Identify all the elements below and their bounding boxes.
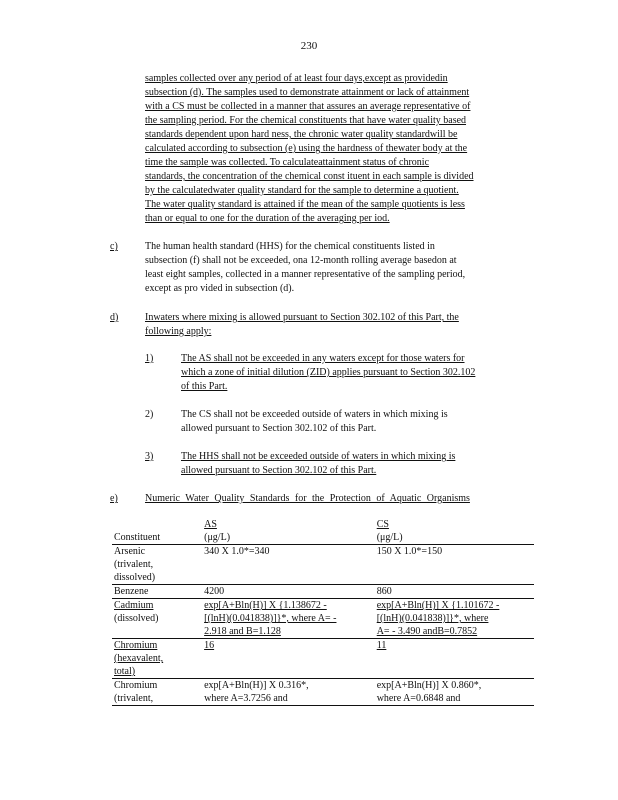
as-cell	[202, 545, 375, 585]
standards-table	[112, 518, 534, 706]
header-as-unit: (μg/L)	[204, 532, 231, 543]
header-as-label: AS	[204, 519, 217, 530]
header-as	[202, 518, 375, 545]
cell-line: (hexavalent,	[114, 653, 164, 664]
paragraph-line: allowed pursuant to Section 302.102 of this Part.	[181, 465, 377, 476]
paragraph-line: of this Part.	[181, 381, 228, 392]
cell-line: 860	[376, 586, 392, 597]
paragraph-line: The human health standard (HHS) for the chemical constituents listed in	[145, 241, 435, 252]
constituent-cell	[112, 585, 202, 599]
paragraph-line: The HHS shall not be exceeded outside of waters in which mixing is	[181, 451, 456, 462]
as-cell	[202, 639, 375, 679]
table-row	[112, 585, 534, 599]
header-cs-unit: (μg/L)	[376, 532, 403, 543]
cs-cell	[375, 639, 534, 679]
header-constituent: Constituent	[112, 518, 202, 545]
constituent-cell	[112, 679, 202, 706]
constituent-cell	[112, 545, 202, 585]
cell-line: exp[A+Bln(H)] X 0.316*,	[204, 680, 309, 691]
cell-line: 16	[204, 640, 215, 651]
section-e-title: Numeric Water Quality Standards for the Protection of Aquatic Organisms	[145, 493, 470, 504]
cell-line: 150 X 1.0*=150	[376, 546, 443, 557]
paragraph-line: calculated according to subsection (e) using the hardness of thewater body at the	[145, 143, 468, 154]
cell-line: [(lnH)(0.041838)]}*, where	[376, 613, 489, 624]
cs-cell	[375, 545, 534, 585]
paragraph-line: allowed pursuant to Section 302.102 of this Part.	[181, 423, 377, 434]
as-cell	[202, 599, 375, 639]
cell-line: where A=0.6848 and	[376, 693, 461, 704]
cell-line: Chromium	[114, 680, 158, 691]
cell-line: exp[A+Bln(H)] X {1.101672 -	[376, 600, 500, 611]
header-cs	[375, 518, 534, 545]
cs-cell	[375, 585, 534, 599]
constituent-cell	[112, 639, 202, 679]
paragraph-line: time the sample was collected. To calculateattainment status of chronic	[145, 157, 430, 168]
table-row	[112, 679, 534, 706]
paragraph-line: standards dependent upon hard ness, the chronic water quality standardwill be	[145, 129, 458, 140]
cell-line: [(lnH)(0.041838)]}*, where A= -	[204, 613, 337, 624]
cell-line: Chromium	[114, 640, 158, 651]
paragraph-line: than or equal to one for the duration of the averaging per iod.	[145, 213, 390, 224]
cell-line: Arsenic	[114, 546, 146, 557]
section-e-label: e)	[110, 493, 118, 504]
paragraph-line: by the calculatedwater quality standard for the sample to determine a quotient.	[145, 185, 459, 196]
cell-line: Benzene	[114, 586, 149, 597]
cell-line: total)	[114, 666, 136, 677]
paragraph-line: the sampling period. For the chemical constituents that have water quality based	[145, 115, 467, 126]
cell-line: (trivalent,	[114, 693, 154, 704]
header-cs-label: CS	[376, 519, 389, 530]
paragraph-line: The AS shall not be exceeded in any waters except for those waters for	[181, 353, 465, 364]
paragraph-line: Inwaters where mixing is allowed pursuant to Section 302.102 of this Part, the	[145, 312, 459, 323]
paragraph-line: subsection (d). The samples used to demonstrate attainment or lack of attainment	[145, 87, 470, 98]
as-cell	[202, 585, 375, 599]
cell-line: exp[A+Bln(H)] X 0.860*,	[376, 680, 482, 691]
paragraph-line: samples collected over any period of at least four days,except as providedin	[145, 73, 448, 84]
section-c-label: c)	[110, 241, 118, 252]
page-number: 230	[300, 40, 318, 52]
paragraph-line: which a zone of initial dilution (ZID) applies pursuant to Section 302.102	[181, 367, 476, 378]
cell-line: 4200	[204, 586, 225, 597]
cell-line: (dissolved)	[114, 613, 159, 624]
cell-line: Cadmium	[114, 600, 154, 611]
constituent-cell	[112, 599, 202, 639]
cell-line: (trivalent,	[114, 559, 154, 570]
cell-line: A= - 3.490 andB=0.7852	[376, 626, 478, 637]
cell-line: 11	[376, 640, 387, 651]
item-2-label: 2)	[145, 409, 154, 420]
table-header-row	[112, 518, 534, 545]
cell-line: 340 X 1.0*=340	[204, 546, 270, 557]
cell-line: exp[A+Bln(H)] X {1.138672 -	[204, 600, 327, 611]
paragraph-line: The water quality standard is attained if the mean of the sample quotients is less	[145, 199, 465, 210]
cell-line: 2.918 and B=1.128	[204, 626, 281, 637]
section-d-label: d)	[110, 312, 119, 323]
item-3-label: 3)	[145, 451, 154, 462]
as-cell	[202, 679, 375, 706]
table-row	[112, 545, 534, 585]
paragraph-line: following apply:	[145, 326, 212, 337]
paragraph-line: least eight samples, collected in a manner representative of the sampling period,	[145, 269, 466, 280]
cell-line: where A=3.7256 and	[204, 693, 288, 704]
table-row	[112, 599, 534, 639]
paragraph-line: The CS shall not be exceeded outside of waters in which mixing is	[181, 409, 448, 420]
paragraph-line: with a CS must be collected in a manner that assures an average representative of	[145, 101, 471, 112]
cs-cell	[375, 599, 534, 639]
paragraph-line: except as pro vided in subsection (d).	[145, 283, 295, 294]
table-row	[112, 639, 534, 679]
paragraph-line: subsection (f) shall not be exceeded, ona 12-month rolling average basedon at	[145, 255, 457, 266]
cs-cell	[375, 679, 534, 706]
paragraph-line: standards, the concentration of the chemical const ituent in each sample is divided	[145, 171, 474, 182]
cell-line: dissolved)	[114, 572, 156, 583]
item-1-label: 1)	[145, 353, 154, 364]
